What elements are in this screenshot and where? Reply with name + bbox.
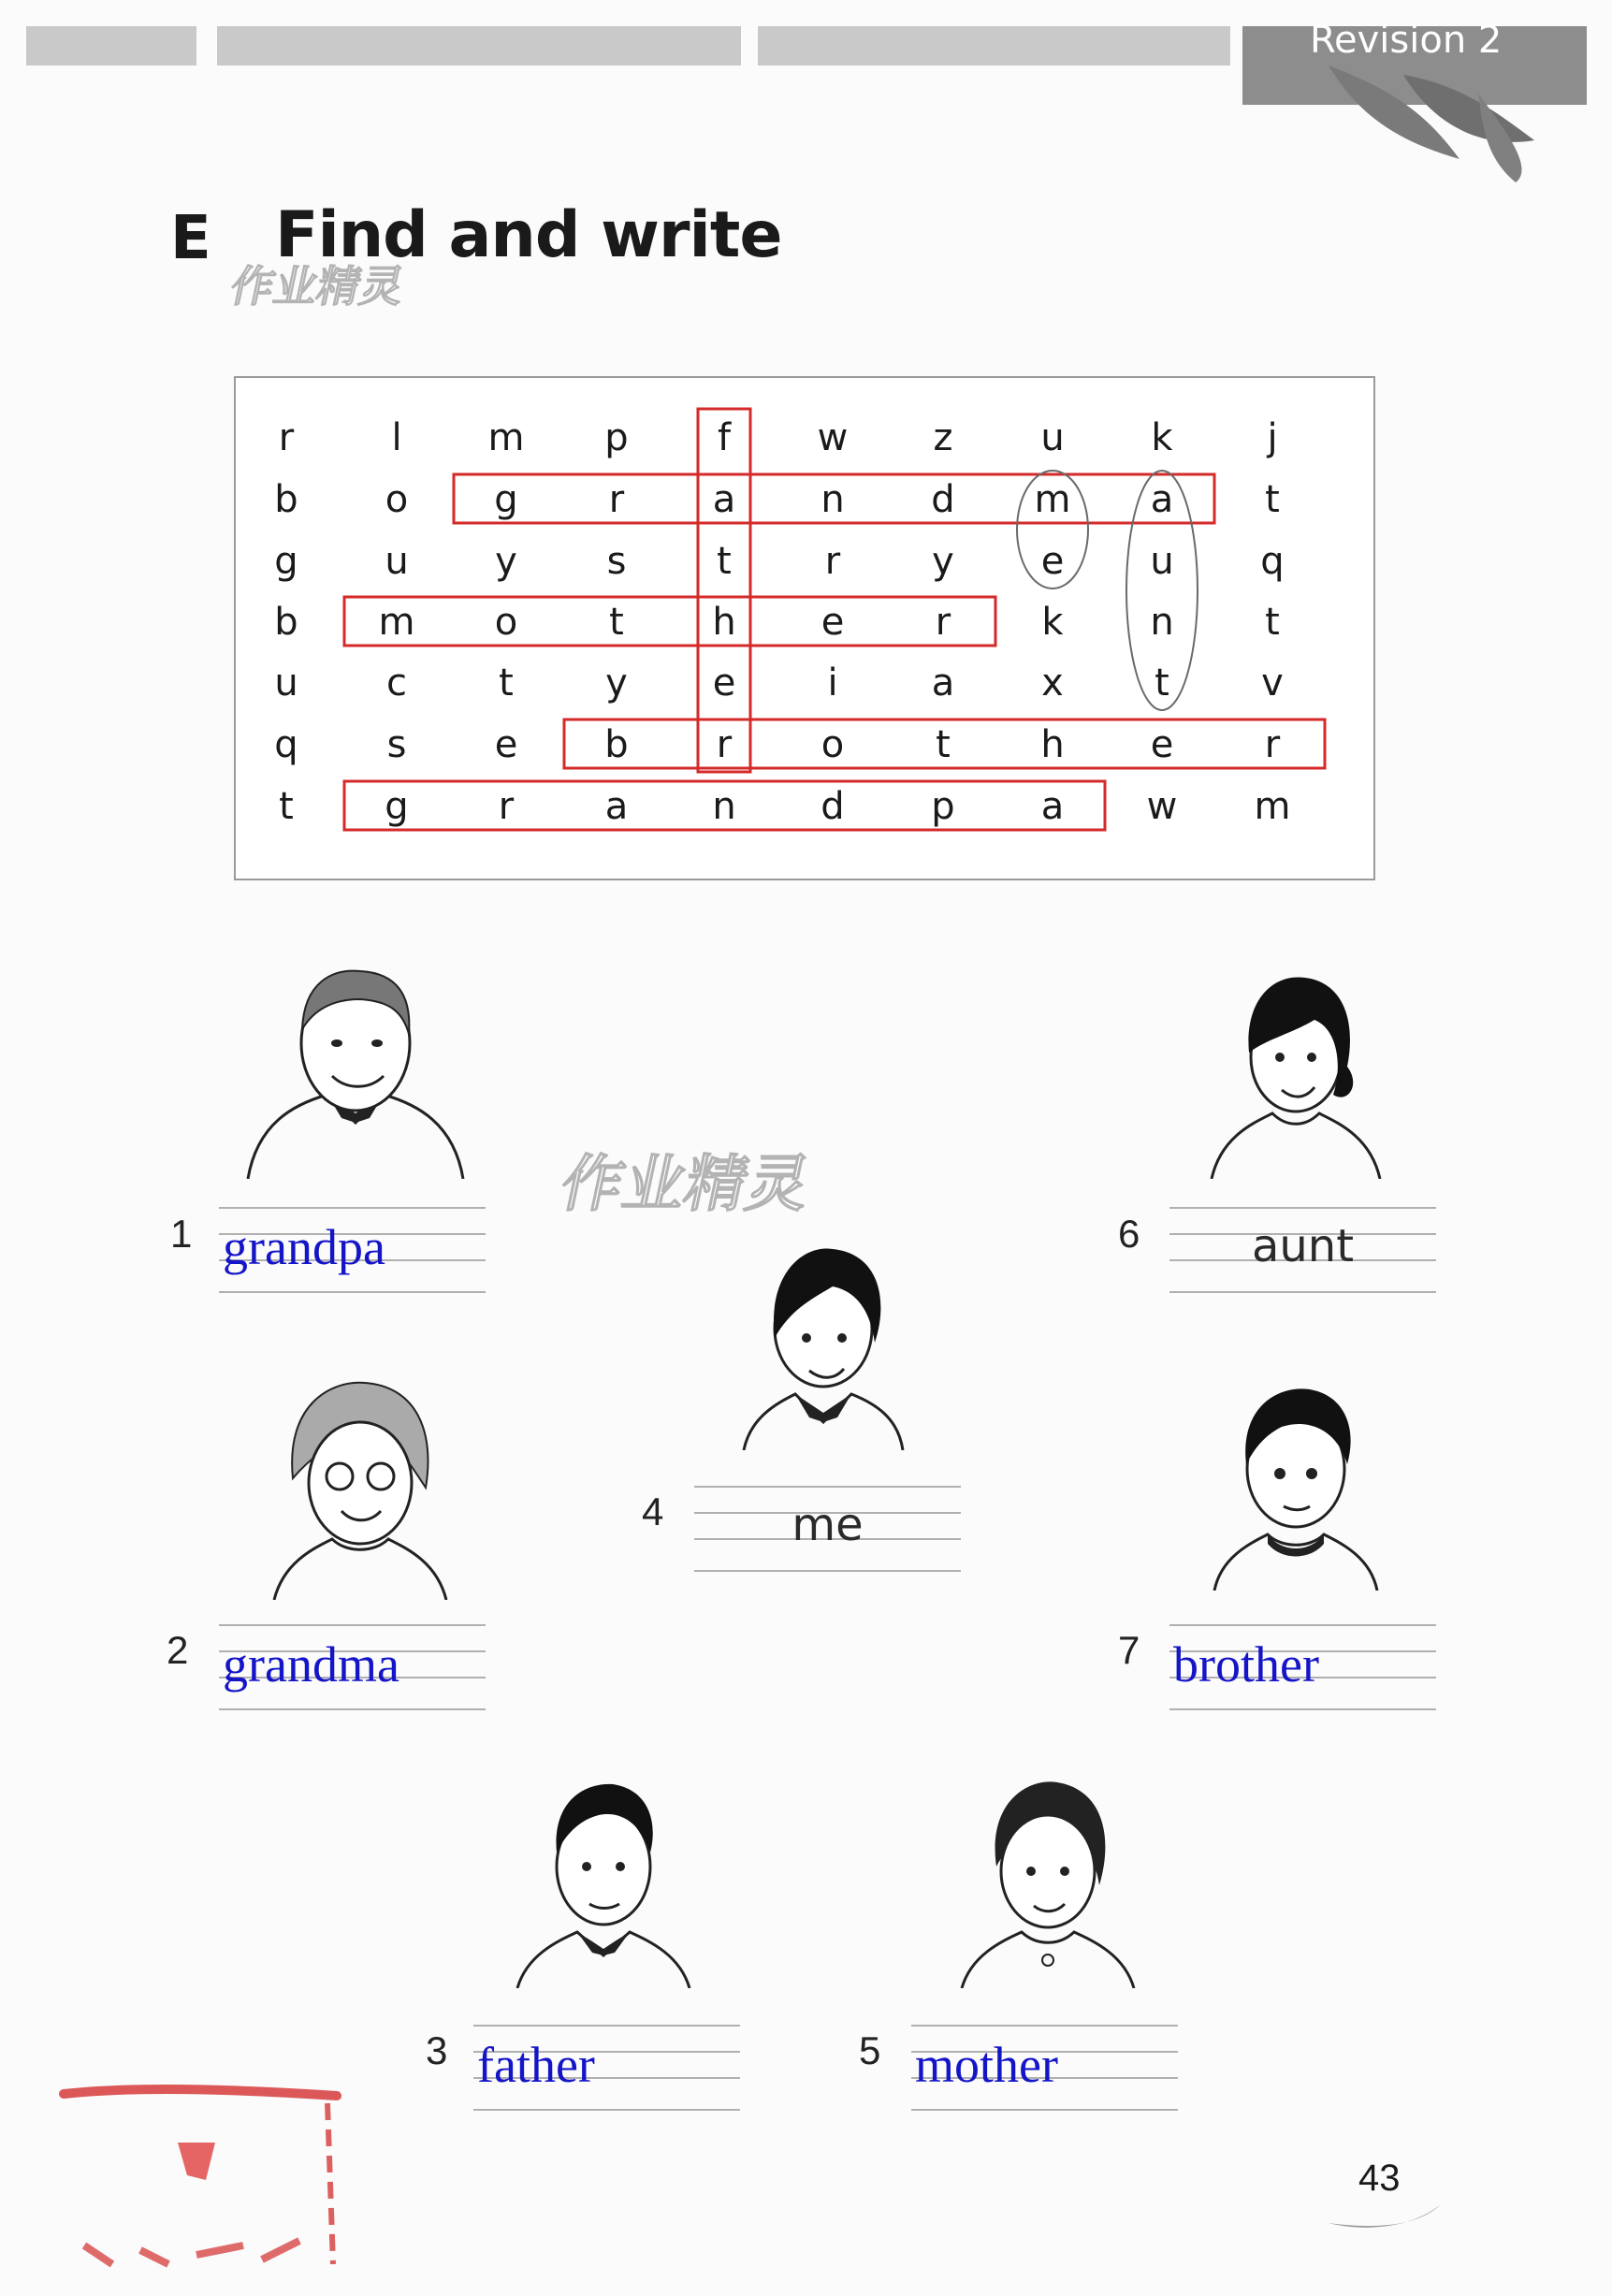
grid-letter: w	[1146, 785, 1178, 828]
grid-letter: v	[1261, 661, 1284, 705]
grid-letter: t	[1265, 478, 1280, 521]
grid-letter: r	[1264, 723, 1281, 766]
grid-letter: t	[279, 785, 294, 828]
grid-letter: p	[604, 416, 629, 459]
grid-letter: u	[385, 540, 409, 583]
item-number: 6	[1118, 1212, 1140, 1256]
grid-letter: t	[936, 723, 951, 766]
grid-letter: o	[494, 601, 518, 644]
answer-text: grandma	[223, 1636, 399, 1693]
item-number: 4	[642, 1489, 664, 1533]
grid-letter: r	[716, 723, 733, 766]
grid-letter: g	[494, 478, 518, 521]
grid-letter: b	[604, 723, 629, 766]
grid-letter: t	[1265, 601, 1280, 644]
grid-letter: r	[824, 540, 841, 583]
writing-lines	[911, 2025, 1178, 2114]
item-number: 2	[167, 1628, 189, 1672]
grid-letter: m	[487, 416, 525, 459]
grid-letter: e	[712, 661, 736, 705]
grid-letter: a	[1150, 478, 1174, 521]
grid-letter: y	[495, 540, 517, 583]
grid-letter: m	[378, 601, 415, 644]
grid-letter: y	[605, 661, 628, 705]
grid-letter: b	[274, 478, 298, 521]
header-strip	[217, 26, 741, 65]
grid-letter: n	[712, 785, 736, 828]
grandpa-portrait	[239, 954, 472, 1179]
grid-letter: z	[933, 416, 953, 459]
item-number: 1	[170, 1212, 193, 1256]
grid-letter: o	[821, 723, 845, 766]
grid-letter: a	[1040, 785, 1065, 828]
grid-letter: b	[274, 601, 298, 644]
grid-letter: m	[1254, 785, 1291, 828]
answer-text: aunt	[1251, 1220, 1355, 1272]
grid-letter: a	[931, 661, 955, 705]
grid-letter: k	[1151, 416, 1173, 459]
grid-letter: t	[717, 540, 732, 583]
grid-letter: y	[932, 540, 954, 583]
grid-letter: n	[821, 478, 845, 521]
writing-lines	[219, 1207, 486, 1297]
answer-text: father	[477, 2037, 595, 2093]
boy-portrait	[1207, 1375, 1385, 1591]
grid-letter: e	[1040, 540, 1065, 583]
found-word-father	[698, 409, 750, 772]
grandma-portrait	[267, 1375, 454, 1600]
grid-letter: d	[821, 785, 845, 828]
header-strip	[26, 26, 196, 65]
answer-text: brother	[1173, 1636, 1319, 1693]
grid-letter: h	[1040, 723, 1065, 766]
grid-letter: l	[391, 416, 402, 459]
writing-lines	[1169, 1624, 1436, 1714]
unit-label: Revision 2	[1310, 19, 1503, 62]
grid-letter: a	[604, 785, 629, 828]
father-portrait	[510, 1773, 697, 1988]
grid-letter: q	[274, 723, 298, 766]
leaf-decoration-icon	[1291, 56, 1572, 187]
writing-lines	[1169, 1207, 1436, 1297]
answer-text: grandpa	[223, 1219, 385, 1275]
grid-letter: g	[274, 540, 298, 583]
grid-letter: c	[386, 661, 407, 705]
red-stamp-icon	[56, 2077, 356, 2283]
section-title: Find and write	[275, 198, 782, 272]
grid-letter: f	[717, 416, 732, 459]
grid-letter: h	[712, 601, 736, 644]
grid-letter: s	[386, 723, 407, 766]
grid-letter: r	[608, 478, 625, 521]
answer-text: mother	[915, 2037, 1058, 2093]
grid-letter: e	[821, 601, 845, 644]
grid-letter: t	[499, 661, 514, 705]
item-number: 3	[426, 2028, 448, 2072]
grid-letter: u	[1150, 540, 1174, 583]
grid-letter: s	[606, 540, 627, 583]
grid-letter: u	[1040, 416, 1065, 459]
grid-letter: q	[1260, 540, 1285, 583]
writing-lines	[694, 1486, 961, 1576]
item-number: 7	[1118, 1628, 1140, 1672]
grid-letter: j	[1267, 416, 1278, 459]
watermark: 作业精灵	[225, 261, 410, 312]
grid-letter: t	[609, 601, 624, 644]
grid-letter: u	[274, 661, 298, 705]
grid-letter: x	[1041, 661, 1064, 705]
writing-lines	[473, 2025, 740, 2114]
grid-letter: k	[1041, 601, 1064, 644]
header-strip	[758, 26, 1230, 65]
grid-letter: d	[931, 478, 955, 521]
answer-text: me	[791, 1499, 864, 1551]
page-swoosh-icon	[1329, 2204, 1441, 2232]
grid-letter: e	[1150, 723, 1174, 766]
grid-letter: p	[931, 785, 955, 828]
grid-letter: n	[1150, 601, 1174, 644]
mother-portrait	[954, 1773, 1141, 1988]
found-word-mother	[344, 597, 995, 646]
grid-letter: t	[1155, 661, 1169, 705]
grid-letter: r	[935, 601, 951, 644]
section-letter: E	[170, 204, 211, 273]
grid-letter: o	[385, 478, 409, 521]
grid-letter: i	[827, 661, 838, 705]
grid-letter: a	[712, 478, 736, 521]
grid-letter: g	[385, 785, 409, 828]
girl-portrait	[739, 1235, 908, 1450]
grid-letter: w	[817, 416, 849, 459]
aunt-portrait	[1207, 964, 1385, 1179]
grid-letter: e	[494, 723, 518, 766]
page-number: 43	[1358, 2158, 1401, 2199]
item-number: 5	[859, 2028, 881, 2072]
writing-lines	[219, 1624, 486, 1714]
grid-letter: r	[498, 785, 515, 828]
grid-letter: r	[278, 416, 295, 459]
grid-letter: m	[1034, 478, 1071, 521]
watermark: 作业精灵	[554, 1148, 817, 1220]
word-search-grid	[234, 376, 1375, 881]
